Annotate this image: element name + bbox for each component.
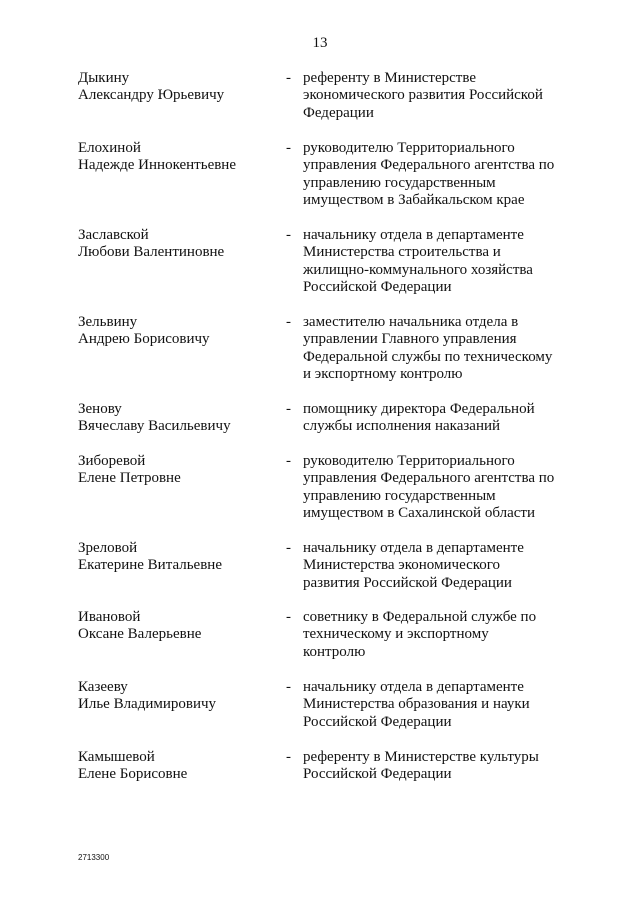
dash-separator: - [286, 227, 291, 243]
page-number: 13 [312, 35, 328, 51]
person-given-names: Вячеславу Васильевичу [78, 418, 231, 435]
position-line: Министерства экономического [303, 557, 501, 574]
person-name [78, 401, 278, 436]
person-surname: Камышевой [78, 749, 155, 765]
person-name [78, 749, 278, 784]
position-line: и экспортному контролю [303, 366, 463, 383]
position-line: референту в Министерстве [303, 70, 476, 86]
person-name [78, 314, 278, 349]
position-line: управлении Главного управления [303, 331, 517, 348]
dash-separator: - [286, 540, 291, 556]
position-line: Федерации [303, 104, 374, 121]
person-given-names: Екатерине Витальевне [78, 557, 222, 574]
person-surname: Зиборевой [78, 453, 146, 469]
person-position [303, 749, 563, 784]
position-line: Российской Федерации [303, 279, 452, 296]
position-line: начальнику отдела в департаменте [303, 227, 524, 243]
person-name [78, 140, 278, 175]
person-position [303, 679, 563, 731]
person-name [78, 227, 278, 262]
person-position [303, 70, 563, 122]
dash-separator: - [286, 70, 291, 86]
position-line: Министерства строительства и [303, 244, 501, 261]
person-position [303, 140, 563, 210]
dash-separator: - [286, 401, 291, 417]
person-surname: Заславской [78, 227, 149, 243]
position-line: имуществом в Забайкальском крае [303, 192, 525, 209]
dash-separator: - [286, 679, 291, 695]
person-surname: Казееву [78, 679, 128, 695]
position-line: управлению государственным [303, 487, 496, 504]
person-surname: Зреловой [78, 540, 138, 556]
position-line: управления Федерального агентства по [303, 157, 555, 174]
position-line: помощнику директора Федеральной [303, 401, 535, 417]
position-line: начальнику отдела в департаменте [303, 540, 524, 556]
person-position [303, 609, 563, 661]
document-code: 2713300 [78, 853, 110, 862]
person-given-names: Надежде Иннокентьевне [78, 157, 236, 174]
position-line: референту в Министерстве культуры [303, 749, 539, 765]
person-position [303, 453, 563, 523]
person-surname: Зенову [78, 401, 122, 417]
position-line: Министерства образования и науки [303, 696, 530, 713]
position-line: управлению государственным [303, 174, 496, 191]
position-line: начальнику отдела в департаменте [303, 679, 524, 695]
person-surname: Елохиной [78, 140, 141, 156]
person-surname: Зельвину [78, 314, 138, 330]
person-name [78, 609, 278, 644]
position-line: заместителю начальника отдела в [303, 314, 519, 330]
person-given-names: Илье Владимировичу [78, 696, 217, 713]
position-line: службы исполнения наказаний [303, 418, 501, 435]
position-line: развития Российской Федерации [303, 574, 512, 591]
person-name [78, 540, 278, 575]
dash-separator: - [286, 749, 291, 765]
person-given-names: Андрею Борисовичу [78, 331, 210, 348]
position-line: управления Федерального агентства по [303, 470, 555, 487]
person-position [303, 227, 563, 297]
position-line: контролю [303, 643, 366, 660]
person-given-names: Оксане Валерьевне [78, 626, 202, 643]
person-name [78, 679, 278, 714]
person-position [303, 314, 563, 384]
person-surname: Дыкину [78, 70, 130, 86]
dash-separator: - [286, 140, 291, 156]
position-line: имуществом в Сахалинской области [303, 505, 535, 522]
position-line: Российской Федерации [303, 766, 452, 783]
position-line: Федеральной службы по техническому [303, 348, 553, 365]
position-line: техническому и экспортному [303, 626, 489, 643]
dash-separator: - [286, 453, 291, 469]
position-line: руководителю Территориального [303, 453, 515, 469]
position-line: жилищно-коммунального хозяйства [303, 261, 533, 278]
dash-separator: - [286, 314, 291, 330]
dash-separator: - [286, 609, 291, 625]
person-given-names: Любови Валентиновне [78, 244, 225, 261]
position-line: советнику в Федеральной службе по [303, 609, 537, 625]
person-given-names: Елене Петровне [78, 470, 181, 487]
person-position [303, 401, 563, 436]
person-surname: Ивановой [78, 609, 141, 625]
person-given-names: Александру Юрьевичу [78, 87, 225, 104]
person-name [78, 453, 278, 488]
person-position [303, 540, 563, 592]
position-line: Российской Федерации [303, 713, 452, 730]
person-given-names: Елене Борисовне [78, 766, 188, 783]
position-line: руководителю Территориального [303, 140, 515, 156]
position-line: экономического развития Российской [303, 87, 543, 104]
person-name [78, 70, 278, 105]
